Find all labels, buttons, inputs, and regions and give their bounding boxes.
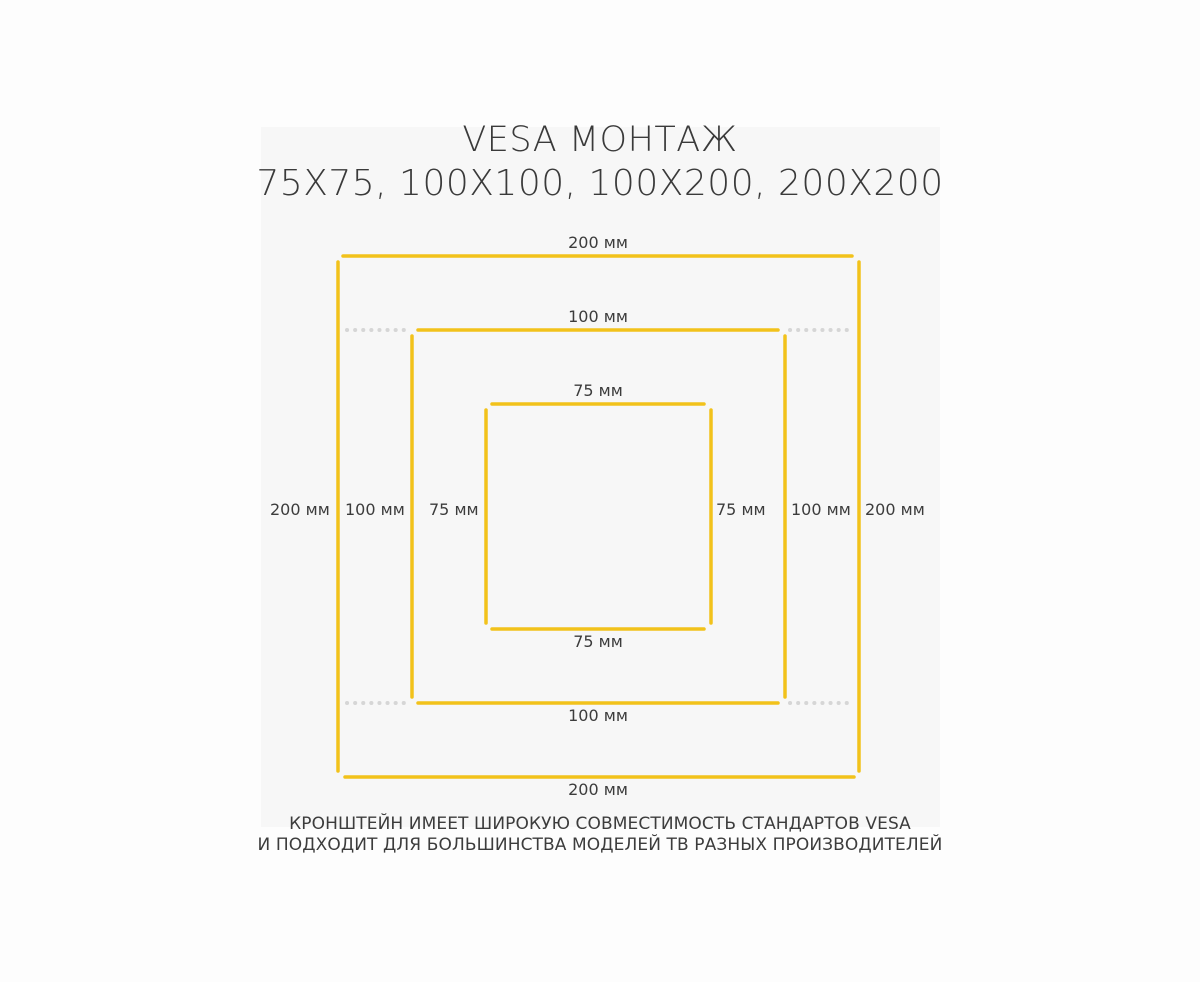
outer-square xyxy=(338,256,859,777)
inner-bottom-label: 75 мм xyxy=(573,632,623,651)
middle-bottom-label: 100 мм xyxy=(568,706,628,725)
middle-left-label: 100 мм xyxy=(345,500,405,519)
inner-left-label: 75 мм xyxy=(429,500,479,519)
middle-top-label: 100 мм xyxy=(568,307,628,326)
inner-square xyxy=(486,404,711,629)
outer-bottom-label: 200 мм xyxy=(568,780,628,799)
middle-right-label: 100 мм xyxy=(791,500,851,519)
outer-top-label: 200 мм xyxy=(568,233,628,252)
outer-left-label: 200 мм xyxy=(270,500,330,519)
outer-right-label: 200 мм xyxy=(865,500,925,519)
inner-right-label: 75 мм xyxy=(716,500,766,519)
page-subtitle: 75X75, 100X100, 100X200, 200X200 xyxy=(256,163,944,204)
page-title: VESA МОНТАЖ xyxy=(462,120,738,160)
caption-line-1: КРОНШТЕЙН ИМЕЕТ ШИРОКУЮ СОВМЕСТИМОСТЬ СТАНДАРТОВ VESA xyxy=(289,814,911,834)
caption-line-2: И ПОДХОДИТ ДЛЯ БОЛЬШИНСТВА МОДЕЛЕЙ ТВ РАЗНЫХ ПРОИЗВОДИТЕЛЕЙ xyxy=(257,835,943,855)
inner-top-label: 75 мм xyxy=(573,381,623,400)
